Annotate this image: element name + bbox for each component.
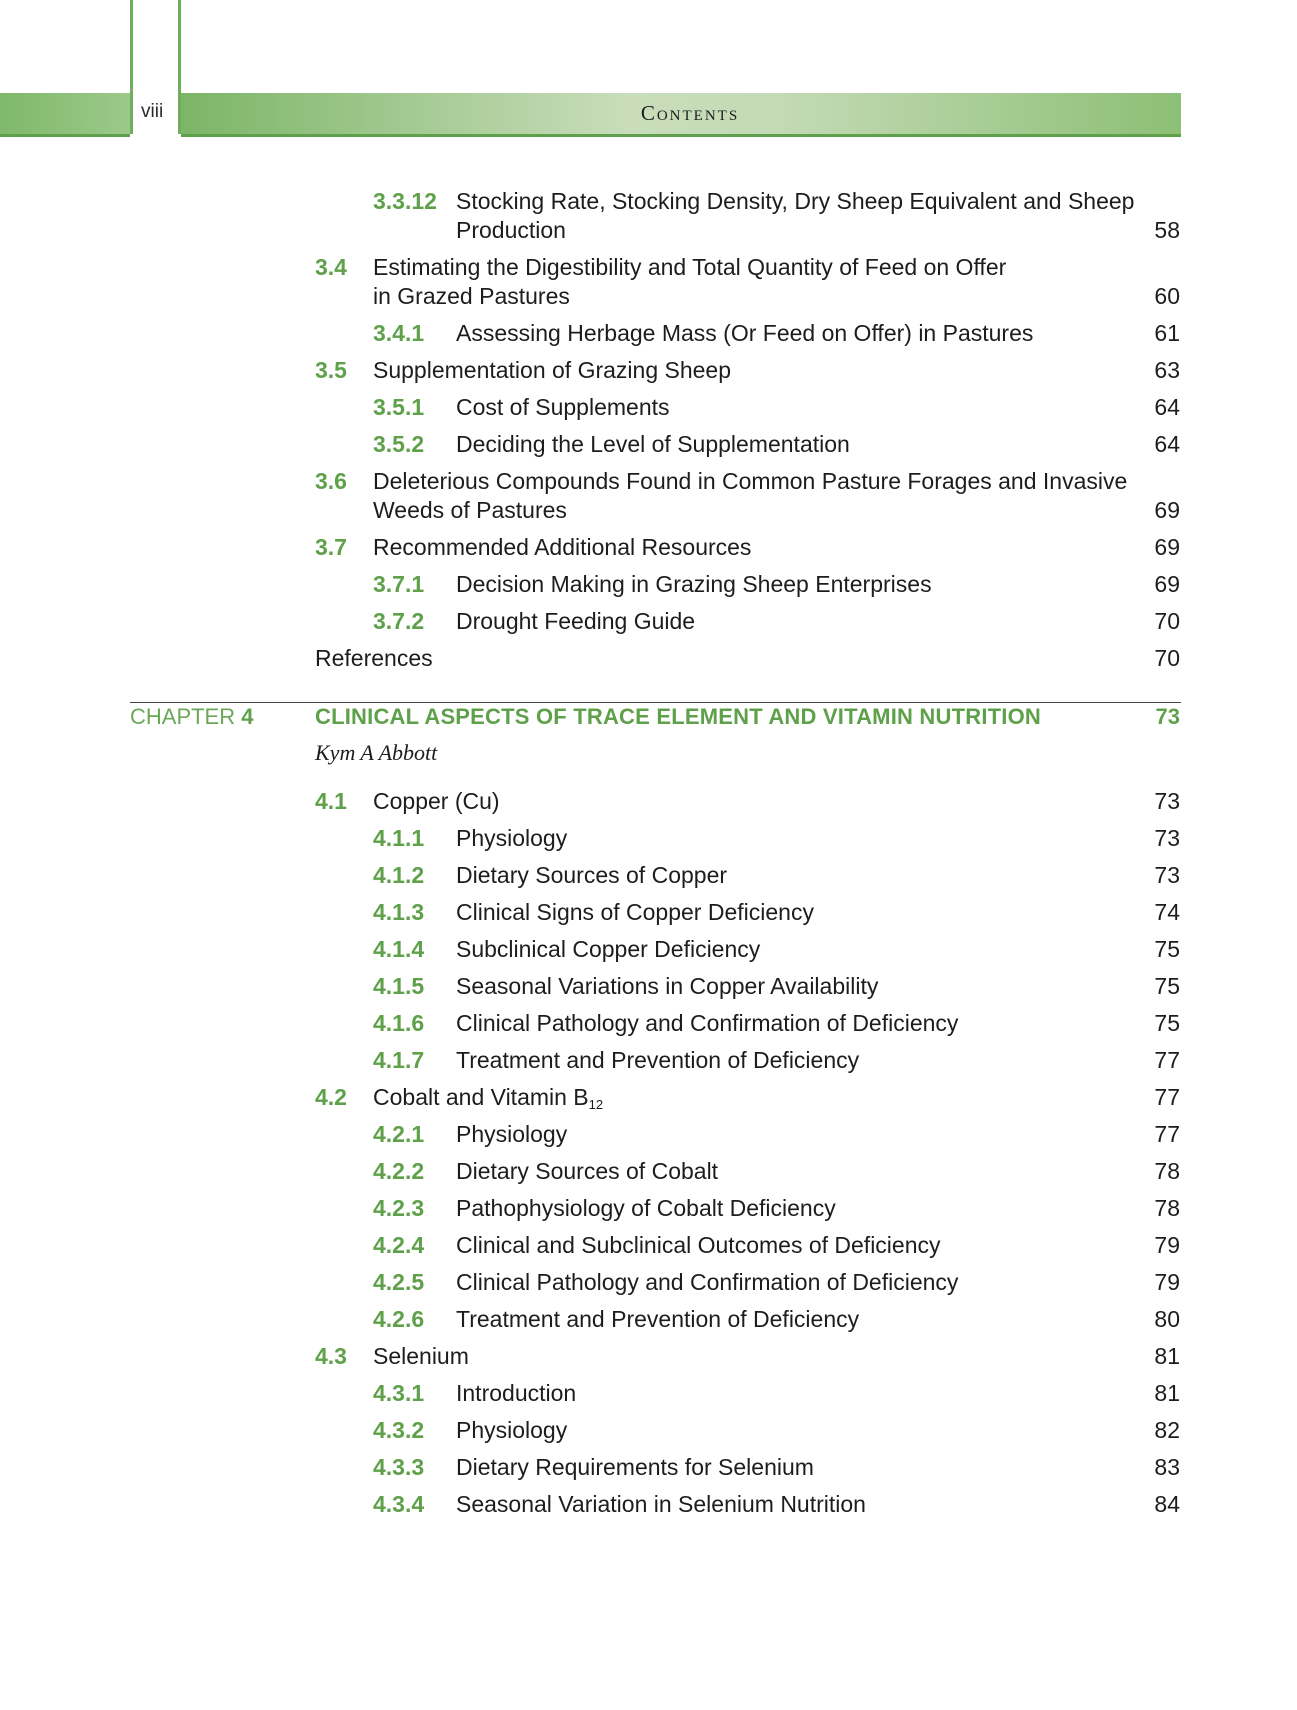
section-title: Physiology — [456, 1417, 568, 1443]
margin-rule-left — [130, 0, 133, 134]
section-title: Recommended Additional Resources — [373, 534, 752, 560]
section-number: 3.5 — [315, 357, 347, 383]
page-ref: 70 — [1154, 645, 1180, 671]
section-number: 3.4.1 — [373, 320, 425, 346]
page-ref: 60 — [1154, 283, 1180, 309]
section-number: 3.4 — [315, 254, 347, 280]
running-head: Contents — [640, 101, 740, 125]
page-ref: 78 — [1154, 1195, 1180, 1221]
toc-entry[interactable] — [0, 607, 1297, 636]
page-ref: 73 — [1154, 825, 1180, 851]
chapter-title[interactable]: CLINICAL ASPECTS OF TRACE ELEMENT AND VITAMIN NUTRITION — [315, 704, 1041, 729]
toc-entry[interactable] — [0, 253, 1297, 311]
section-number: 4.2.5 — [373, 1269, 425, 1295]
chapter-author: Kym A Abbott — [315, 740, 438, 765]
section-number: 4.3 — [315, 1343, 347, 1369]
toc-entry[interactable] — [0, 467, 1297, 525]
section-title: Supplementation of Grazing Sheep — [373, 357, 732, 383]
section-number: 4.1.2 — [373, 862, 425, 888]
toc-entry[interactable] — [0, 1009, 1297, 1038]
toc-entry[interactable] — [0, 1120, 1297, 1149]
section-title: Copper (Cu) — [373, 788, 500, 814]
chapter-page-number: 73 — [1155, 704, 1180, 729]
toc-entry[interactable] — [0, 1453, 1297, 1482]
section-title: Cobalt and Vitamin $B_{12}$ — [373, 1084, 604, 1112]
section-number: 4.1.6 — [373, 1010, 425, 1036]
page-ref: 73 — [1154, 862, 1180, 888]
section-title: Physiology — [456, 1121, 568, 1147]
section-title: Selenium — [373, 1343, 469, 1369]
section-title: Drought Feeding Guide — [456, 608, 696, 634]
section-number: 4.1.1 — [373, 825, 425, 851]
section-title: Treatment and Prevention of Deficiency — [456, 1306, 860, 1332]
toc-entry[interactable] — [0, 824, 1297, 853]
toc-entry[interactable] — [0, 787, 1297, 816]
toc-entry[interactable] — [0, 393, 1297, 422]
section-title: Clinical and Subclinical Outcomes of Deficiency — [456, 1232, 941, 1258]
section-title: Cost of Supplements — [456, 394, 670, 420]
section-number: 3.3.12 — [373, 188, 437, 214]
section-title: Dietary Sources of Copper — [456, 862, 728, 888]
page-ref: 69 — [1154, 534, 1180, 560]
section-title: Stocking Rate, Stocking Density, Dry Sheep Equivalent and Sheep — [456, 188, 1135, 214]
chapter-label — [130, 704, 254, 730]
chapter-label-text: CHAPTER — [130, 704, 236, 729]
toc-entry[interactable] — [0, 533, 1297, 562]
section-title: Weeds of Pastures — [373, 497, 567, 523]
section-number: 4.2 — [315, 1084, 347, 1110]
toc-entry[interactable] — [0, 1231, 1297, 1260]
section-title: Dietary Sources of Cobalt — [456, 1158, 719, 1184]
toc-entry[interactable] — [0, 972, 1297, 1001]
page-ref: 73 — [1154, 788, 1180, 814]
toc-entry[interactable] — [0, 861, 1297, 890]
section-number: 3.6 — [315, 468, 347, 494]
section-number: 4.3.3 — [373, 1454, 425, 1480]
toc-entry[interactable] — [0, 570, 1297, 599]
section-number: 4.2.2 — [373, 1158, 425, 1184]
toc-entry[interactable] — [0, 1305, 1297, 1334]
section-title: Subclinical Copper Deficiency — [456, 936, 761, 962]
section-title: Clinical Pathology and Confirmation of Deficiency — [456, 1010, 959, 1036]
page-ref: 75 — [1154, 973, 1180, 999]
page-ref: 77 — [1154, 1047, 1180, 1073]
section-title: Dietary Requirements for Selenium — [456, 1454, 814, 1480]
page-ref: 77 — [1154, 1121, 1180, 1147]
page-ref: 69 — [1154, 571, 1180, 597]
section-number: 4.1 — [315, 788, 347, 814]
section-title: Deciding the Level of Supplementation — [456, 431, 850, 457]
page-ref: 81 — [1154, 1380, 1180, 1406]
section-number: 4.1.7 — [373, 1047, 425, 1073]
page-ref: 82 — [1154, 1417, 1180, 1443]
page-ref: 75 — [1154, 1010, 1180, 1036]
section-title: Clinical Signs of Copper Deficiency — [456, 899, 814, 925]
section-title: Deleterious Compounds Found in Common Pasture Forages and Invasive — [373, 468, 1128, 494]
section-number: 4.2.6 — [373, 1306, 425, 1332]
section-title: in Grazed Pastures — [373, 283, 570, 309]
section-number: 4.1.3 — [373, 899, 425, 925]
toc-entry[interactable] — [0, 1490, 1297, 1519]
section-number: 4.2.1 — [373, 1121, 425, 1147]
toc-entry[interactable] — [0, 1268, 1297, 1297]
section-title: Seasonal Variations in Copper Availability — [456, 973, 879, 999]
section-number: 3.5.2 — [373, 431, 425, 457]
chapter-number: 4 — [241, 704, 254, 729]
toc-entry[interactable] — [0, 1416, 1297, 1445]
page-number: viii — [141, 101, 164, 122]
page-ref: 78 — [1154, 1158, 1180, 1184]
page-ref: 64 — [1154, 431, 1180, 457]
page-ref: 84 — [1154, 1491, 1180, 1517]
section-title: Estimating the Digestibility and Total Quantity of Feed on Offer — [373, 254, 1007, 280]
toc-entry[interactable] — [0, 319, 1297, 348]
section-number: 3.7.2 — [373, 608, 425, 634]
section-number: 4.3.1 — [373, 1380, 425, 1406]
section-number: 4.2.4 — [373, 1232, 425, 1258]
section-number: 3.5.1 — [373, 394, 425, 420]
section-number: 4.1.4 — [373, 936, 425, 962]
page-ref: 79 — [1154, 1269, 1180, 1295]
toc-entry[interactable] — [0, 356, 1297, 385]
page-ref: 77 — [1154, 1084, 1180, 1110]
section-title: Pathophysiology of Cobalt Deficiency — [456, 1195, 836, 1221]
page-ref: 61 — [1154, 320, 1180, 346]
page-ref: 81 — [1154, 1343, 1180, 1369]
section-number: 3.7 — [315, 534, 347, 560]
page-ref: 80 — [1154, 1306, 1180, 1332]
page-ref: 70 — [1154, 608, 1180, 634]
section-title: Production — [456, 217, 566, 243]
section-title: Assessing Herbage Mass (Or Feed on Offer) in Pastures — [456, 320, 1034, 346]
section-title: Treatment and Prevention of Deficiency — [456, 1047, 860, 1073]
toc-entry[interactable] — [0, 430, 1297, 459]
section-number: 4.1.5 — [373, 973, 425, 999]
section-title: Introduction — [456, 1380, 577, 1406]
section-title: Seasonal Variation in Selenium Nutrition — [456, 1491, 866, 1517]
section-number: 4.3.4 — [373, 1491, 425, 1517]
section-title: References — [315, 645, 433, 671]
page-ref: 69 — [1154, 497, 1180, 523]
toc-entry[interactable] — [0, 898, 1297, 927]
section-title: Clinical Pathology and Confirmation of Deficiency — [456, 1269, 959, 1295]
section-title: Decision Making in Grazing Sheep Enterprises — [456, 571, 932, 597]
toc-entry[interactable] — [0, 1342, 1297, 1371]
toc-entry[interactable] — [0, 187, 1297, 245]
page-ref: 83 — [1154, 1454, 1180, 1480]
section-title: Physiology — [456, 825, 568, 851]
toc-entry[interactable] — [0, 1046, 1297, 1075]
section-number: 4.2.3 — [373, 1195, 425, 1221]
toc-entry[interactable] — [0, 1157, 1297, 1186]
page-ref: 75 — [1154, 936, 1180, 962]
subscript: 12 — [588, 1097, 604, 1112]
toc-entry[interactable] — [0, 935, 1297, 964]
section-number: 4.3.2 — [373, 1417, 425, 1443]
page-ref: 63 — [1154, 357, 1180, 383]
page-ref: 64 — [1154, 394, 1180, 420]
header-band-left — [0, 93, 130, 137]
toc-entry[interactable] — [0, 1379, 1297, 1408]
toc-entry[interactable] — [0, 1194, 1297, 1223]
chapter-divider — [130, 702, 1181, 703]
toc-entry[interactable] — [0, 1083, 1297, 1112]
section-number: 3.7.1 — [373, 571, 425, 597]
page-ref: 79 — [1154, 1232, 1180, 1258]
page-ref: 58 — [1154, 217, 1180, 243]
toc-entry[interactable] — [0, 644, 1297, 673]
page-ref: 74 — [1154, 899, 1180, 925]
